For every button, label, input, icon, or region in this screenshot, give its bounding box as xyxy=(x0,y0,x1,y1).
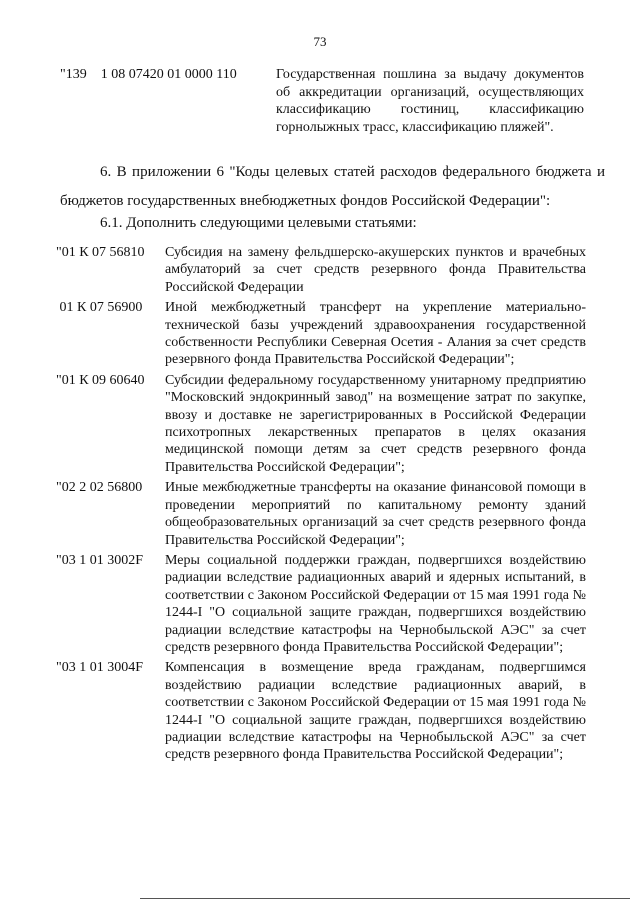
entry-code: 01 К 07 56900 xyxy=(56,300,143,316)
entry-description: Компенсация в возмещение вреда гражданам, подвергшимся воздействию радиации вследствие радиационных аварий, в соответствии с Законом Российской Федерации от 15 мая 1991 года № 1244-I "О социальной защите граждан, подвергшихся воздействию радиации вследствие катастрофы на Чернобыльской АЭС" за счет средств резервного фонда Правительства Российской Федерации"; xyxy=(165,660,586,763)
entry-code: "03 1 01 3004F xyxy=(56,660,144,676)
entry-description: Государственная пошлина за выдачу документов об аккредитации организаций, осуществляющих классификацию гостиниц, классификацию горнолыжных трасс, классификацию пляжей". xyxy=(276,67,584,135)
entry-code: "139 1 08 07420 01 0000 110 xyxy=(60,67,237,82)
entry-description: Иные межбюджетные трансферты на оказание финансовой помощи в проведении мероприятий по капитальному ремонту зданий общеобразовательных организаций за счет средств резервного фонда Правительства Российской Федерации"; xyxy=(165,480,586,548)
page-number: 73 xyxy=(313,34,327,49)
page-bottom-rule xyxy=(140,898,630,899)
entry-description: Иной межбюджетный трансферт на укрепление материально-технической базы учреждений здравоохранения государственной собственности Республики Северная Осетия - Алания за счет средств резервного фонда Правительства Российской Федерации"; xyxy=(165,300,586,368)
target-articles-list xyxy=(56,244,586,767)
entry-code: "02 2 02 56800 xyxy=(56,480,143,496)
entry-code: "03 1 01 3002F xyxy=(56,552,144,568)
entry-description: Субсидии федеральному государственному унитарному предприятию "Московский эндокринный завод" на возмещение затрат по закупке, ввозу и доставке не зарегистрированных в Российской Федерации психотропных лекарственных препаратов в целях оказания медицинской помощи детям за счет средств резервного фонда Правительства Российской Федерации"; xyxy=(165,372,586,475)
list-item xyxy=(56,659,586,763)
entry-code: "01 К 07 56810 xyxy=(56,245,145,260)
list-item xyxy=(56,244,586,296)
list-item xyxy=(56,552,586,656)
list-item xyxy=(56,479,586,549)
paragraph-6-1: 6.1. Дополнить следующими целевыми статьями: xyxy=(100,215,417,231)
list-item xyxy=(56,372,586,476)
entry-code: "01 К 09 60640 xyxy=(56,372,145,388)
list-item xyxy=(56,299,586,369)
entry-description: Субсидия на замену фельдшерско-акушерских пунктов и врачебных амбулаторий за счет средств резервного фонда Правительства Российской Федерации xyxy=(165,245,586,295)
paragraph-6: 6. В приложении 6 "Коды целевых статей расходов федерального бюджета и бюджетов государственных внебюджетных фондов Российской Федерации": xyxy=(60,164,605,209)
entry-description: Меры социальной поддержки граждан, подвергшихся воздействию радиации вследствие радиационных аварий и ядерных испытаний, в соответствии с Законом Российской Федерации от 15 мая 1991 года № 1244-I "О социальной защите граждан, подвергшихся воздействию радиации вследствие катастрофы на Чернобыльской АЭС" за счет средств резервного фонда Правительства Российской Федерации"; xyxy=(165,552,586,655)
